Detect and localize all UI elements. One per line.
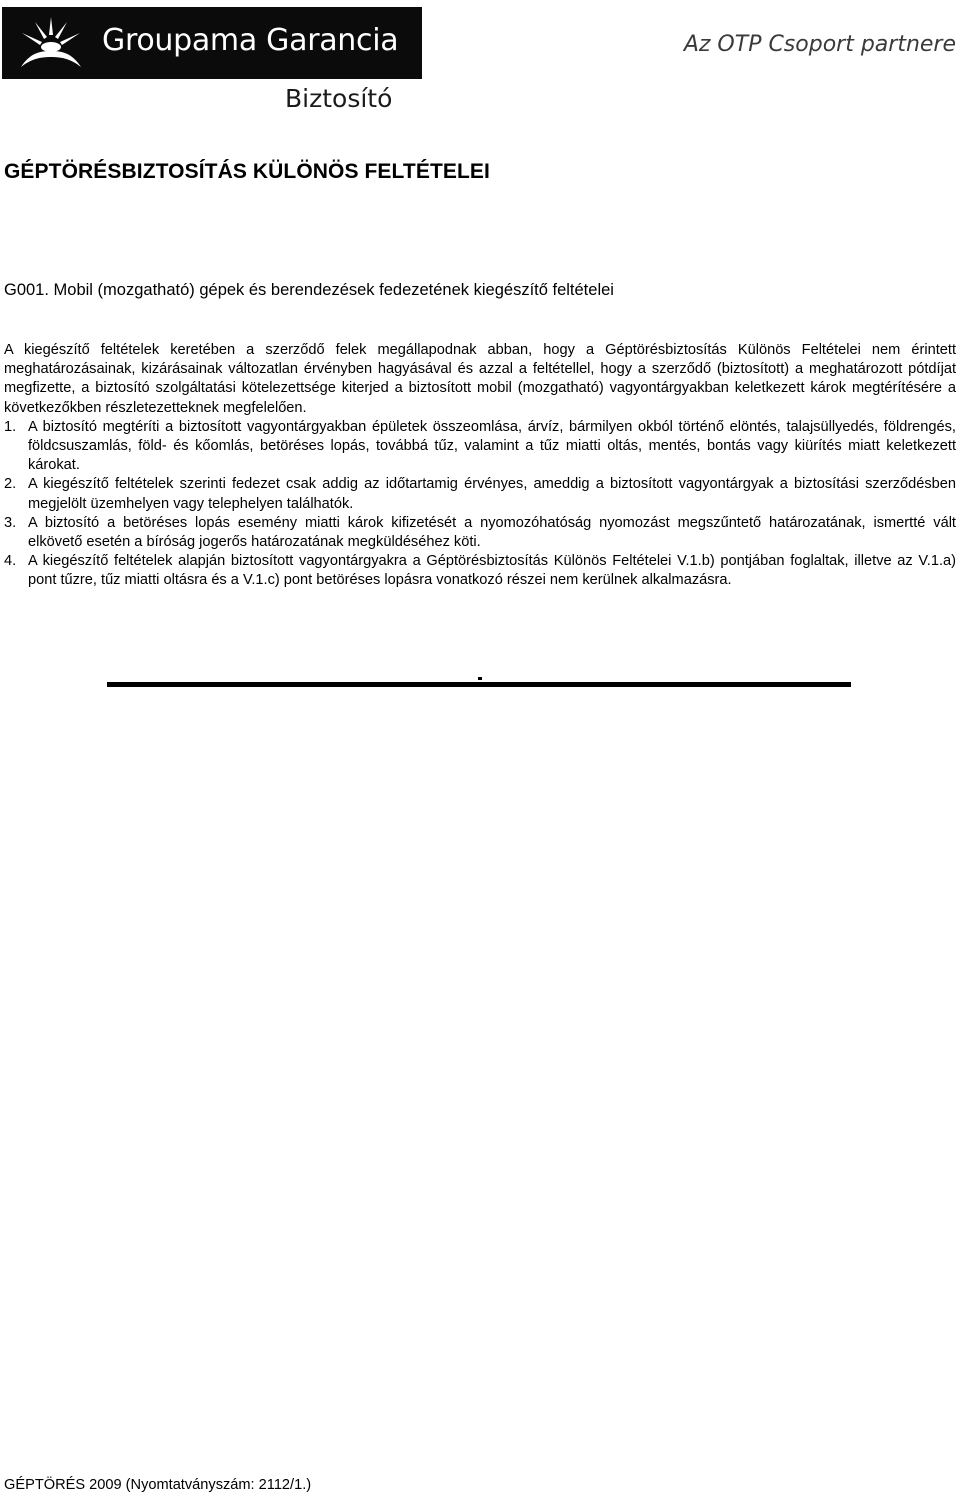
list-item: [4, 552, 956, 590]
terms-list: [4, 418, 956, 591]
footer-form-number: GÉPTÖRÉS 2009 (Nyomtatványszám: 2112/1.): [4, 1477, 312, 1493]
list-item-number: 3.: [4, 514, 17, 531]
document-body: [4, 341, 956, 591]
partner-tagline: Az OTP Csoport partnere: [683, 32, 956, 57]
list-item-number: 4.: [4, 553, 17, 570]
intro-paragraph: A kiegészítő feltételek keretében a szerződő felek megállapodnak abban, hogy a Géptörésbiztosítás Különös Feltételei nem érintett meghatározásainak, kizárásainak változatlan érvényben hagyásával és azzal a feltétellel, hogy a szerződő (biztosított) a meghatározott pótdíjat megfizette, a biztosító szolgáltatási kötelezettsége kiterjed a biztosított mobil (mozgatható) vagyontárgyakban keletkezett károk megtérítésére a következőkben részletezetteknek megfelelően.: [4, 342, 956, 416]
groupama-emblem-icon: [16, 13, 86, 73]
list-item: [4, 514, 956, 552]
list-item-text: A biztosító megtéríti a biztosított vagyontárgyakban épületek összeomlása, árvíz, bármilyen okból történő elöntés, talajsüllyedés, földrengés, földcsuszamlás, föld- és kőomlás, betöréses lopás, továbbá tűz, valamint a tűz miatti oltás, mentés, bontás vagy kiürítés miatt keletkezett károkat.: [28, 418, 956, 474]
list-item-number: 2.: [4, 476, 17, 493]
company-logo: [2, 7, 422, 79]
document-title: GÉPTÖRÉSBIZTOSÍTÁS KÜLÖNÖS FELTÉTELEI: [4, 160, 490, 183]
list-item-text: A kiegészítő feltételek alapján biztosított vagyontárgyakra a Géptörésbiztosítás Különös Feltételei V.1.b) pontjában foglaltak, illetve az V.1.a) pont tűzre, tűz miatti oltásra és a V.1.c) pont betöréses lopásra vonatkozó részei nem kerülnek alkalmazásra.: [28, 553, 956, 589]
list-item-text: A biztosító a betöréses lopás esemény miatti károk kifizetését a nyomozóhatóság nyomozást megszűntető határozatának, ismertté vált elkövető esetén a bíróság jogerős határozatának megküldéséhez köti.: [28, 514, 956, 551]
section-title: G001. Mobil (mozgatható) gépek és berendezések fedezetének kiegészítő feltételei: [4, 281, 614, 299]
list-item-text: A kiegészítő feltételek szerinti fedezet csak addig az időtartamig érvényes, ameddig a biztosított vagyontárgyak a biztosítási szerződésben megjelölt üzemhelyen vagy telephelyen találhatók.: [28, 476, 956, 512]
divider-mark: [478, 677, 482, 680]
list-item-number: 1.: [4, 418, 17, 435]
list-item: [4, 418, 956, 476]
horizontal-divider: [107, 682, 851, 687]
list-item: [4, 475, 956, 513]
brand-subtitle: Biztosító: [285, 84, 393, 113]
brand-name: Groupama Garancia: [102, 23, 399, 58]
